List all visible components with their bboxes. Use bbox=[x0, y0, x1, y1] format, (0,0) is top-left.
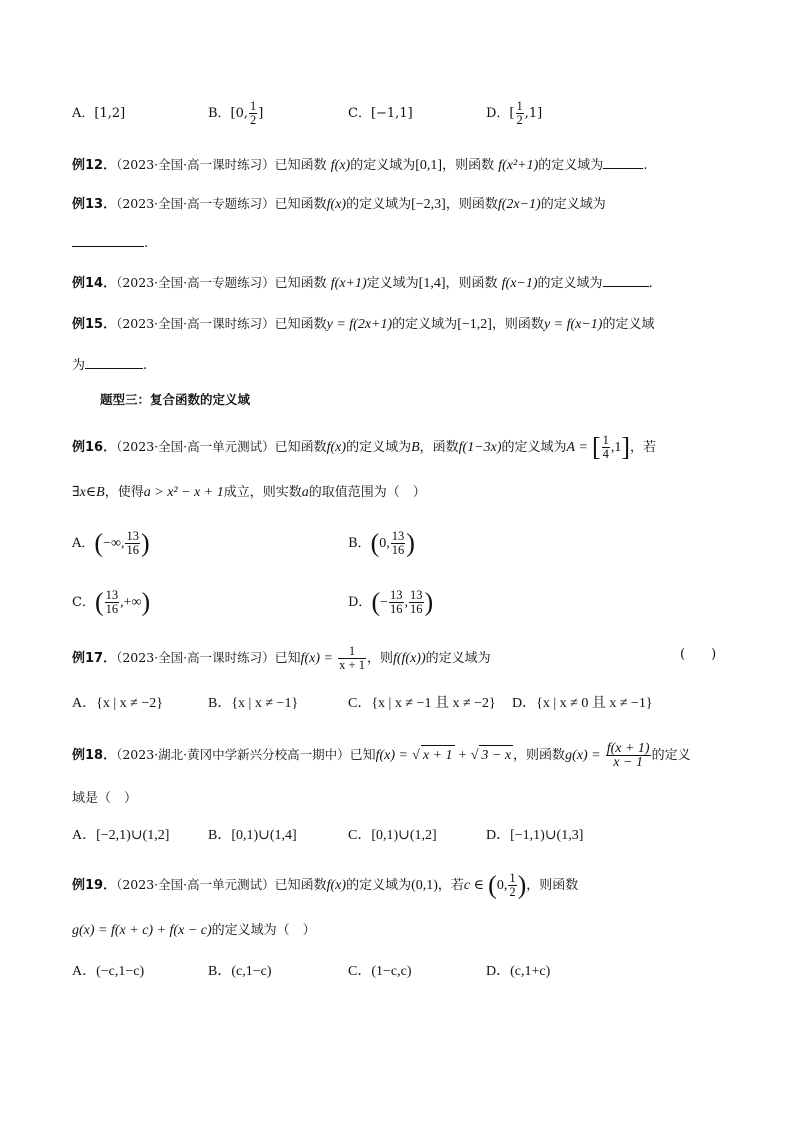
section-title: 题型三：复合函数的定义域 bbox=[100, 392, 251, 407]
option-b: B．(0, $\frac{13}{16}$ ) bbox=[348, 528, 415, 558]
option-c: C．(1−c,c) bbox=[348, 964, 412, 979]
option-a: A．(−∞, $\frac{13}{16}$ ) bbox=[72, 528, 150, 558]
option-d: D．[ $\frac{1}{2}$ ,1] bbox=[486, 99, 543, 127]
example-14: 例14．（2023·全国·高一专题练习）已知函数 f(x+1)定义域为[1,4]，则函数 f(x−1)的定义域为 . bbox=[72, 272, 653, 294]
option-d: D．[−1,1)∪(1,3] bbox=[486, 828, 584, 843]
example-15-line2: 为 . bbox=[72, 354, 147, 376]
example-18: 例18．（2023·湖北·黄冈中学新兴分校高一期中）已知f(x) = √ x + 1 + √ 3 − x ，则函数g(x) = $\frac{f(x + 1)}{x - 1}$ 的定义 bbox=[72, 741, 691, 770]
example-13: 例13．（2023·全国·高一专题练习）已知函数f(x)的定义域为[−2,3]，则函数f(2x−1)的定义域为 bbox=[72, 196, 606, 212]
answer-blank bbox=[603, 154, 643, 169]
option-d: D．(c,1+c) bbox=[486, 964, 551, 979]
answer-blank bbox=[603, 272, 649, 287]
option-b: B．[0,1)∪(1,4] bbox=[208, 828, 297, 843]
example-18-line2: 域是（ ） bbox=[72, 791, 138, 806]
answer-blank bbox=[85, 354, 143, 369]
answer-paren: ( ) bbox=[680, 647, 717, 662]
example-12: 例12．（2023·全国·高一课时练习）已知函数 f(x)的定义域为[0,1]，则函数 f(x²+1)的定义域为 . bbox=[72, 154, 647, 176]
fraction: $\frac{1}{2}$ bbox=[250, 99, 257, 127]
fraction: $\frac{13}{16}$ bbox=[126, 529, 139, 557]
option-a: A．{x | x ≠ −2} bbox=[72, 696, 163, 711]
option-a: A．[−2,1)∪(1,2] bbox=[72, 828, 170, 843]
option-a: A．[1,2] bbox=[72, 106, 126, 121]
example-17: 例17．（2023·全国·高一课时练习）已知f(x) = $\frac{1}{x + 1}$ ，则f(f(x))的定义域为 bbox=[72, 644, 491, 672]
example-19-line2: g(x) = f(x + c) + f(x − c)的定义域为（ ） bbox=[72, 923, 316, 938]
option-b: B．{x | x ≠ −1} bbox=[208, 696, 299, 711]
option-d: D．{x | x ≠ 0 且 x ≠ −1} bbox=[512, 696, 653, 711]
fraction: $\frac{1}{2}$ bbox=[509, 871, 516, 899]
option-c: C．( $\frac{13}{16}$ ,+∞) bbox=[72, 587, 151, 617]
fraction: $\frac{1}{2}$ bbox=[516, 99, 523, 127]
option-a: A．(−c,1−c) bbox=[72, 964, 145, 979]
fraction: $\frac{1}{4}$ bbox=[602, 433, 609, 461]
fraction: $\frac{f(x + 1)}{x - 1}$ bbox=[606, 741, 650, 770]
example-16: 例16．（2023·全国·高一单元测试）已知函数f(x)的定义域为B，函数f(1−3x)的定义域为A = [ $\frac{1}{4}$ ,1]，若 bbox=[72, 432, 657, 462]
option-b: B．(c,1−c) bbox=[208, 964, 272, 979]
answer-blank bbox=[72, 232, 144, 247]
fraction: $\frac{13}{16}$ bbox=[105, 588, 119, 616]
option-c: C．[0,1)∪(1,2] bbox=[348, 828, 437, 843]
fraction: $\frac{13}{16}$ bbox=[410, 588, 423, 616]
fraction: $\frac{1}{x + 1}$ bbox=[339, 644, 365, 672]
fraction: $\frac{13}{16}$ bbox=[391, 529, 405, 557]
example-13-blank-line: . bbox=[72, 232, 148, 254]
option-c: C．{x | x ≠ −1 且 x ≠ −2} bbox=[348, 696, 496, 711]
fraction: $\frac{13}{16}$ bbox=[390, 588, 403, 616]
example-15: 例15．（2023·全国·高一课时练习）已知函数y = f(2x+1)的定义域为[−1,2]，则函数y = f(x−1)的定义域 bbox=[72, 316, 655, 332]
example-19: 例19．（2023·全国·高一单元测试）已知函数f(x)的定义域为(0,1)，若c ∈ (0, $\frac{1}{2}$ )，则函数 bbox=[72, 870, 579, 900]
example-16-line2: ∃x∈B，使得a > x² − x + 1成立，则实数a的取值范围为（ ） bbox=[72, 485, 426, 500]
option-d: D．(− $\frac{13}{16}$ , $\frac{13}{16}$ ) bbox=[348, 587, 434, 617]
option-b: B．[0, $\frac{1}{2}$ ] bbox=[208, 99, 264, 127]
option-c: C．[−1,1] bbox=[348, 106, 413, 121]
